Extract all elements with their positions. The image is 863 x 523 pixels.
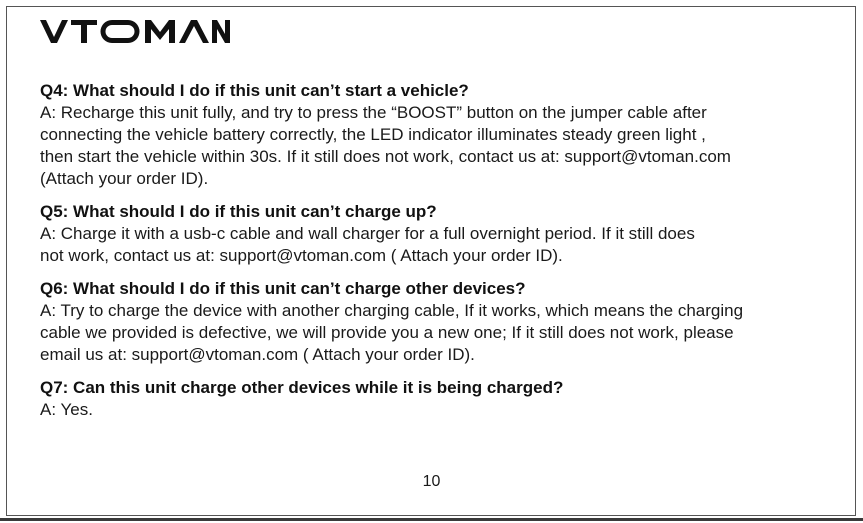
faq-answer [40,223,840,267]
answer-line: cable we provided is defective, we will provide you a new one; If it still does not work, please [40,323,734,342]
faq-item-q5 [40,201,840,267]
answer-line: (Attach your order ID). [40,169,209,188]
faq-answer [40,300,840,366]
answer-line: not work, contact us at: support@vtoman.com ( Attach your order ID). [40,246,563,265]
vtoman-logo-icon [40,20,230,44]
faq-question: Q4: What should I do if this unit can’t start a vehicle? [40,81,469,100]
brand-logo [40,14,230,50]
faq-list [40,80,840,421]
page-number: 10 [422,473,441,490]
answer-line: A: Recharge this unit fully, and try to press the “BOOST” button on the jumper cable after [40,103,707,122]
answer-line: connecting the vehicle battery correctly, the LED indicator illuminates steady green light , [40,125,706,144]
faq-item-q7 [40,377,840,421]
faq-question: Q5: What should I do if this unit can’t charge up? [40,202,437,221]
bottom-rule [0,518,863,521]
faq-item-q6 [40,278,840,366]
answer-line: then start the vehicle within 30s. If it still does not work, contact us at: support@vtoman.com [40,147,731,166]
faq-answer [40,102,840,190]
faq-question: Q6: What should I do if this unit can’t charge other devices? [40,279,526,298]
answer-line: A: Try to charge the device with another charging cable, If it works, which means the charging [40,301,744,320]
answer-line: A: Yes. [40,400,93,419]
faq-answer [40,399,840,421]
faq-question: Q7: Can this unit charge other devices while it is being charged? [40,378,564,397]
faq-item-q4 [40,80,840,190]
answer-line: email us at: support@vtoman.com ( Attach your order ID). [40,345,475,364]
answer-line: A: Charge it with a usb-c cable and wall charger for a full overnight period. If it still does [40,224,695,243]
